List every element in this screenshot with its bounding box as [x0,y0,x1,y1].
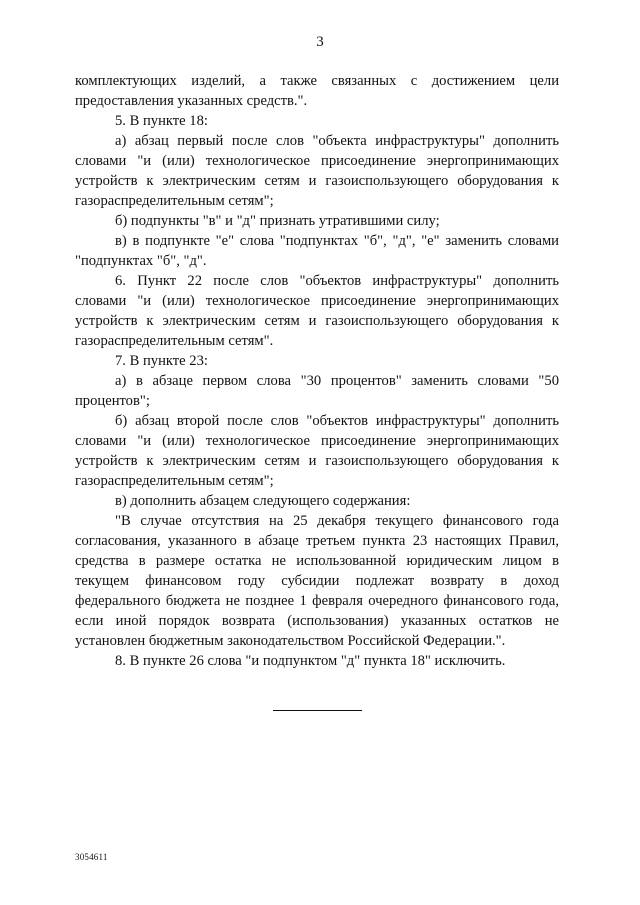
document-code: 3054611 [75,852,108,862]
page-number: 3 [316,34,324,50]
document-body [75,71,559,671]
paragraph-item-7a: а) в абзаце первом слова "30 процентов" заменить словами "50 процентов"; [75,373,559,409]
paragraph-item-8: 8. В пункте 26 слова "и подпунктом "д" пункта 18" исключить. [115,653,506,669]
paragraph-item-5a: а) абзац первый после слов "объекта инфраструктуры" дополнить словами "и (или) технологическое присоединение энергопринимающих устройств к электрическим сетям и газоиспользующего оборудования к газораспределительным сетям"; [75,133,559,209]
end-separator-line [273,710,362,711]
paragraph-item-7b: б) абзац второй после слов "объектов инфраструктуры" дополнить словами "и (или) технологическое присоединение энергопринимающих устройств к электрическим сетям и газоиспользующего оборудования к газораспределительным сетям"; [75,413,559,489]
paragraph-item-5: 5. В пункте 18: [115,113,208,129]
paragraph-item-7v: в) дополнить абзацем следующего содержания: [115,493,411,509]
paragraph-continuation: комплектующих изделий, а также связанных с достижением цели предоставления указанных средств.". [75,73,559,109]
paragraph-item-7: 7. В пункте 23: [115,353,208,369]
paragraph-item-5v: в) в подпункте "е" слова "подпунктах "б", "д", "е" заменить словами "подпунктах "б", "д". [75,233,559,269]
paragraph-item-5b: б) подпункты "в" и "д" признать утратившими силу; [115,213,440,229]
paragraph-item-6: 6. Пункт 22 после слов "объектов инфраструктуры" дополнить словами "и (или) технологическое присоединение энергопринимающих устройств к электрическим сетям и газоиспользующего оборудования к газораспределительным сетям". [75,273,559,349]
paragraph-quoted-text: "В случае отсутствия на 25 декабря текущего финансового года согласования, указанного в абзаце третьем пункта 23 настоящих Правил, средства в размере остатка не использованной юридическим лицом в текущем финансовом году субсидии подлежат возврату в доход федерального бюджета не позднее 1 февраля очередного финансового года, если иной порядок возврата (использования) указанных остатков не установлен бюджетным законодательством Российской Федерации.". [75,513,559,649]
